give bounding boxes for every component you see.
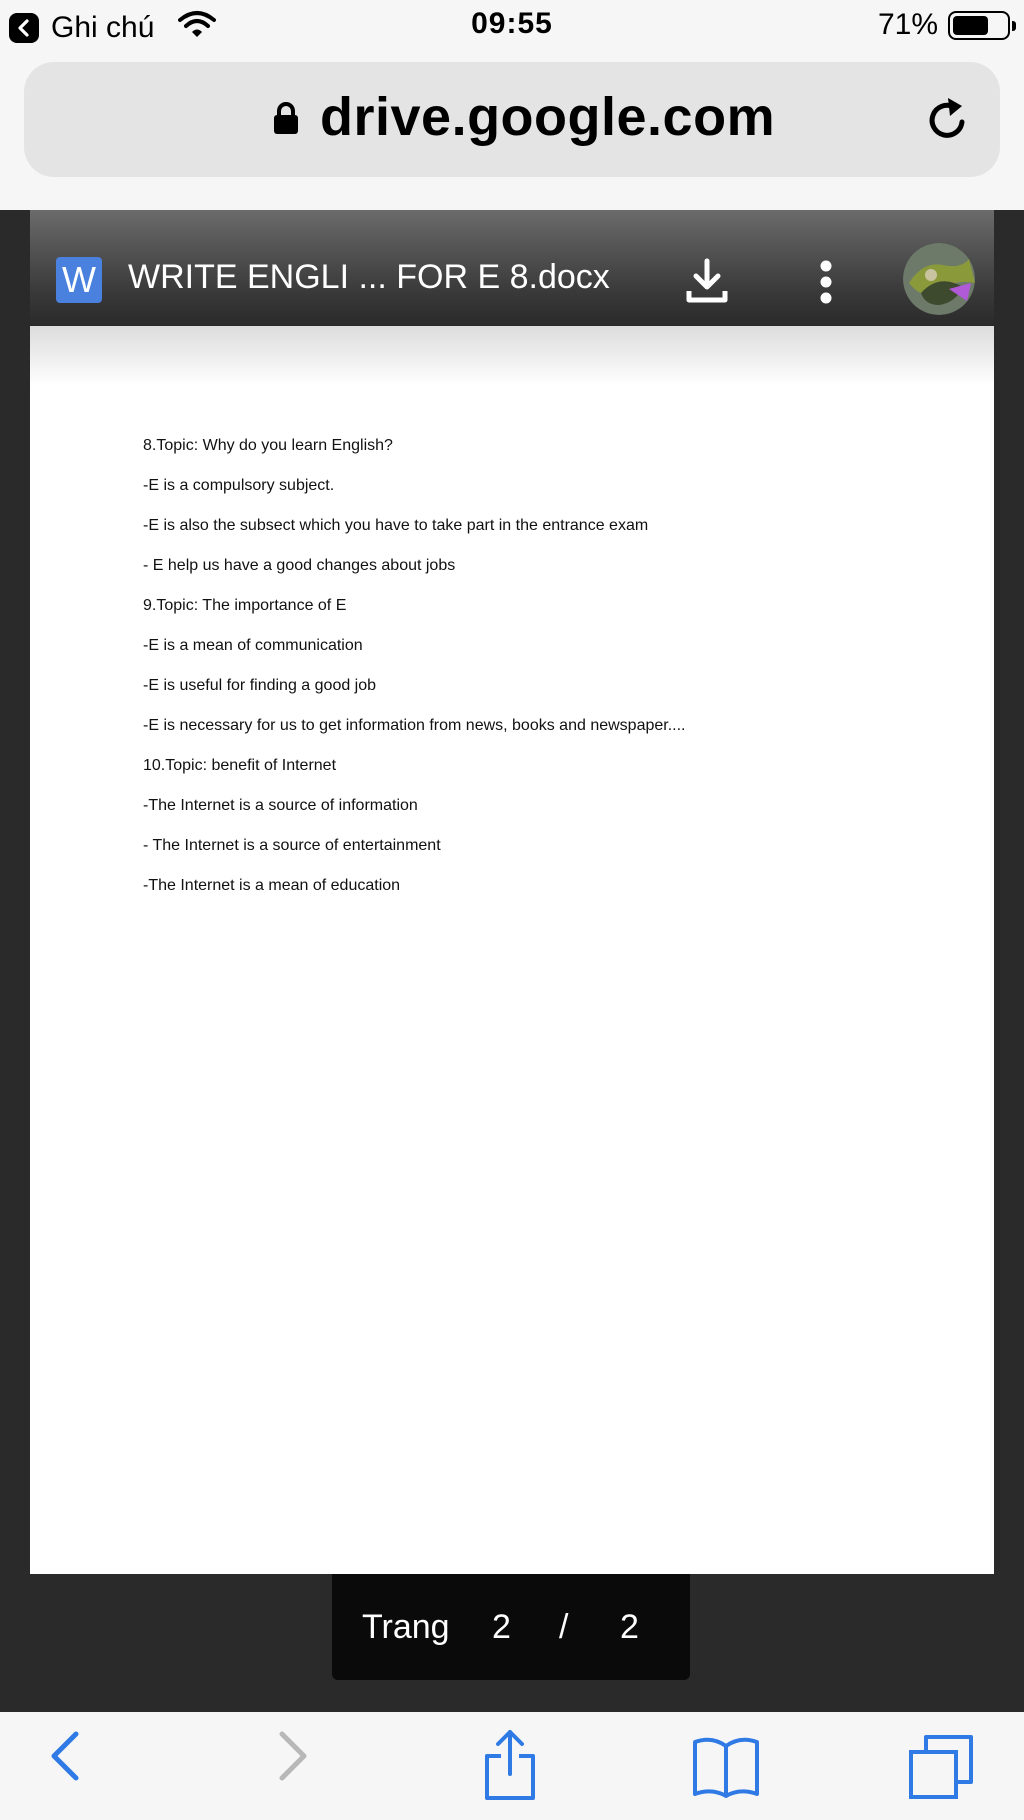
document-line: 9.Topic: The importance of E [143,597,347,614]
reload-icon[interactable] [924,94,972,149]
page-indicator [332,1574,690,1680]
forward-icon[interactable] [276,1730,310,1787]
document-line: - E help us have a good changes about jobs [143,557,456,574]
document-line: 8.Topic: Why do you learn English? [143,437,393,454]
page-separator: / [559,1608,569,1646]
url-text[interactable]: drive.google.com [320,87,776,147]
total-pages: 2 [620,1608,639,1646]
document-line: -E is a compulsory subject. [143,477,335,494]
document-line: -E is necessary for us to get information from news, books and newspaper.... [143,717,686,734]
bookmarks-icon[interactable] [692,1736,760,1803]
document-line: -The Internet is a mean of education [143,877,401,894]
tabs-icon[interactable] [908,1734,974,1805]
document-line: -The Internet is a source of information [143,797,418,814]
back-icon[interactable] [48,1730,82,1787]
more-vertical-icon[interactable] [818,260,834,309]
battery-level [953,16,988,35]
document-line: -E is useful for finding a good job [143,677,377,694]
document-page [30,326,994,1574]
document-line: -E is a mean of communication [143,637,363,654]
document-title: WRITE ENGLI ... FOR E 8.docx [128,258,610,296]
document-body [143,438,685,918]
lock-icon [272,101,300,140]
share-icon[interactable] [484,1730,536,1807]
current-page: 2 [492,1608,511,1646]
document-line: - The Internet is a source of entertainment [143,837,441,854]
battery-icon [948,11,1010,40]
clock: 09:55 [471,7,553,40]
document-line: -E is also the subsect which you have to take part in the entrance exam [143,517,649,534]
page-label: Trang [362,1608,450,1646]
back-app-label: Ghi chú [51,11,155,44]
battery-percent: 71% [877,8,938,41]
status-bar [0,0,1024,50]
download-icon[interactable] [686,258,728,309]
document-line: 10.Topic: benefit of Internet [143,757,337,774]
word-file-icon: W [56,257,102,303]
user-avatar[interactable] [903,243,975,315]
